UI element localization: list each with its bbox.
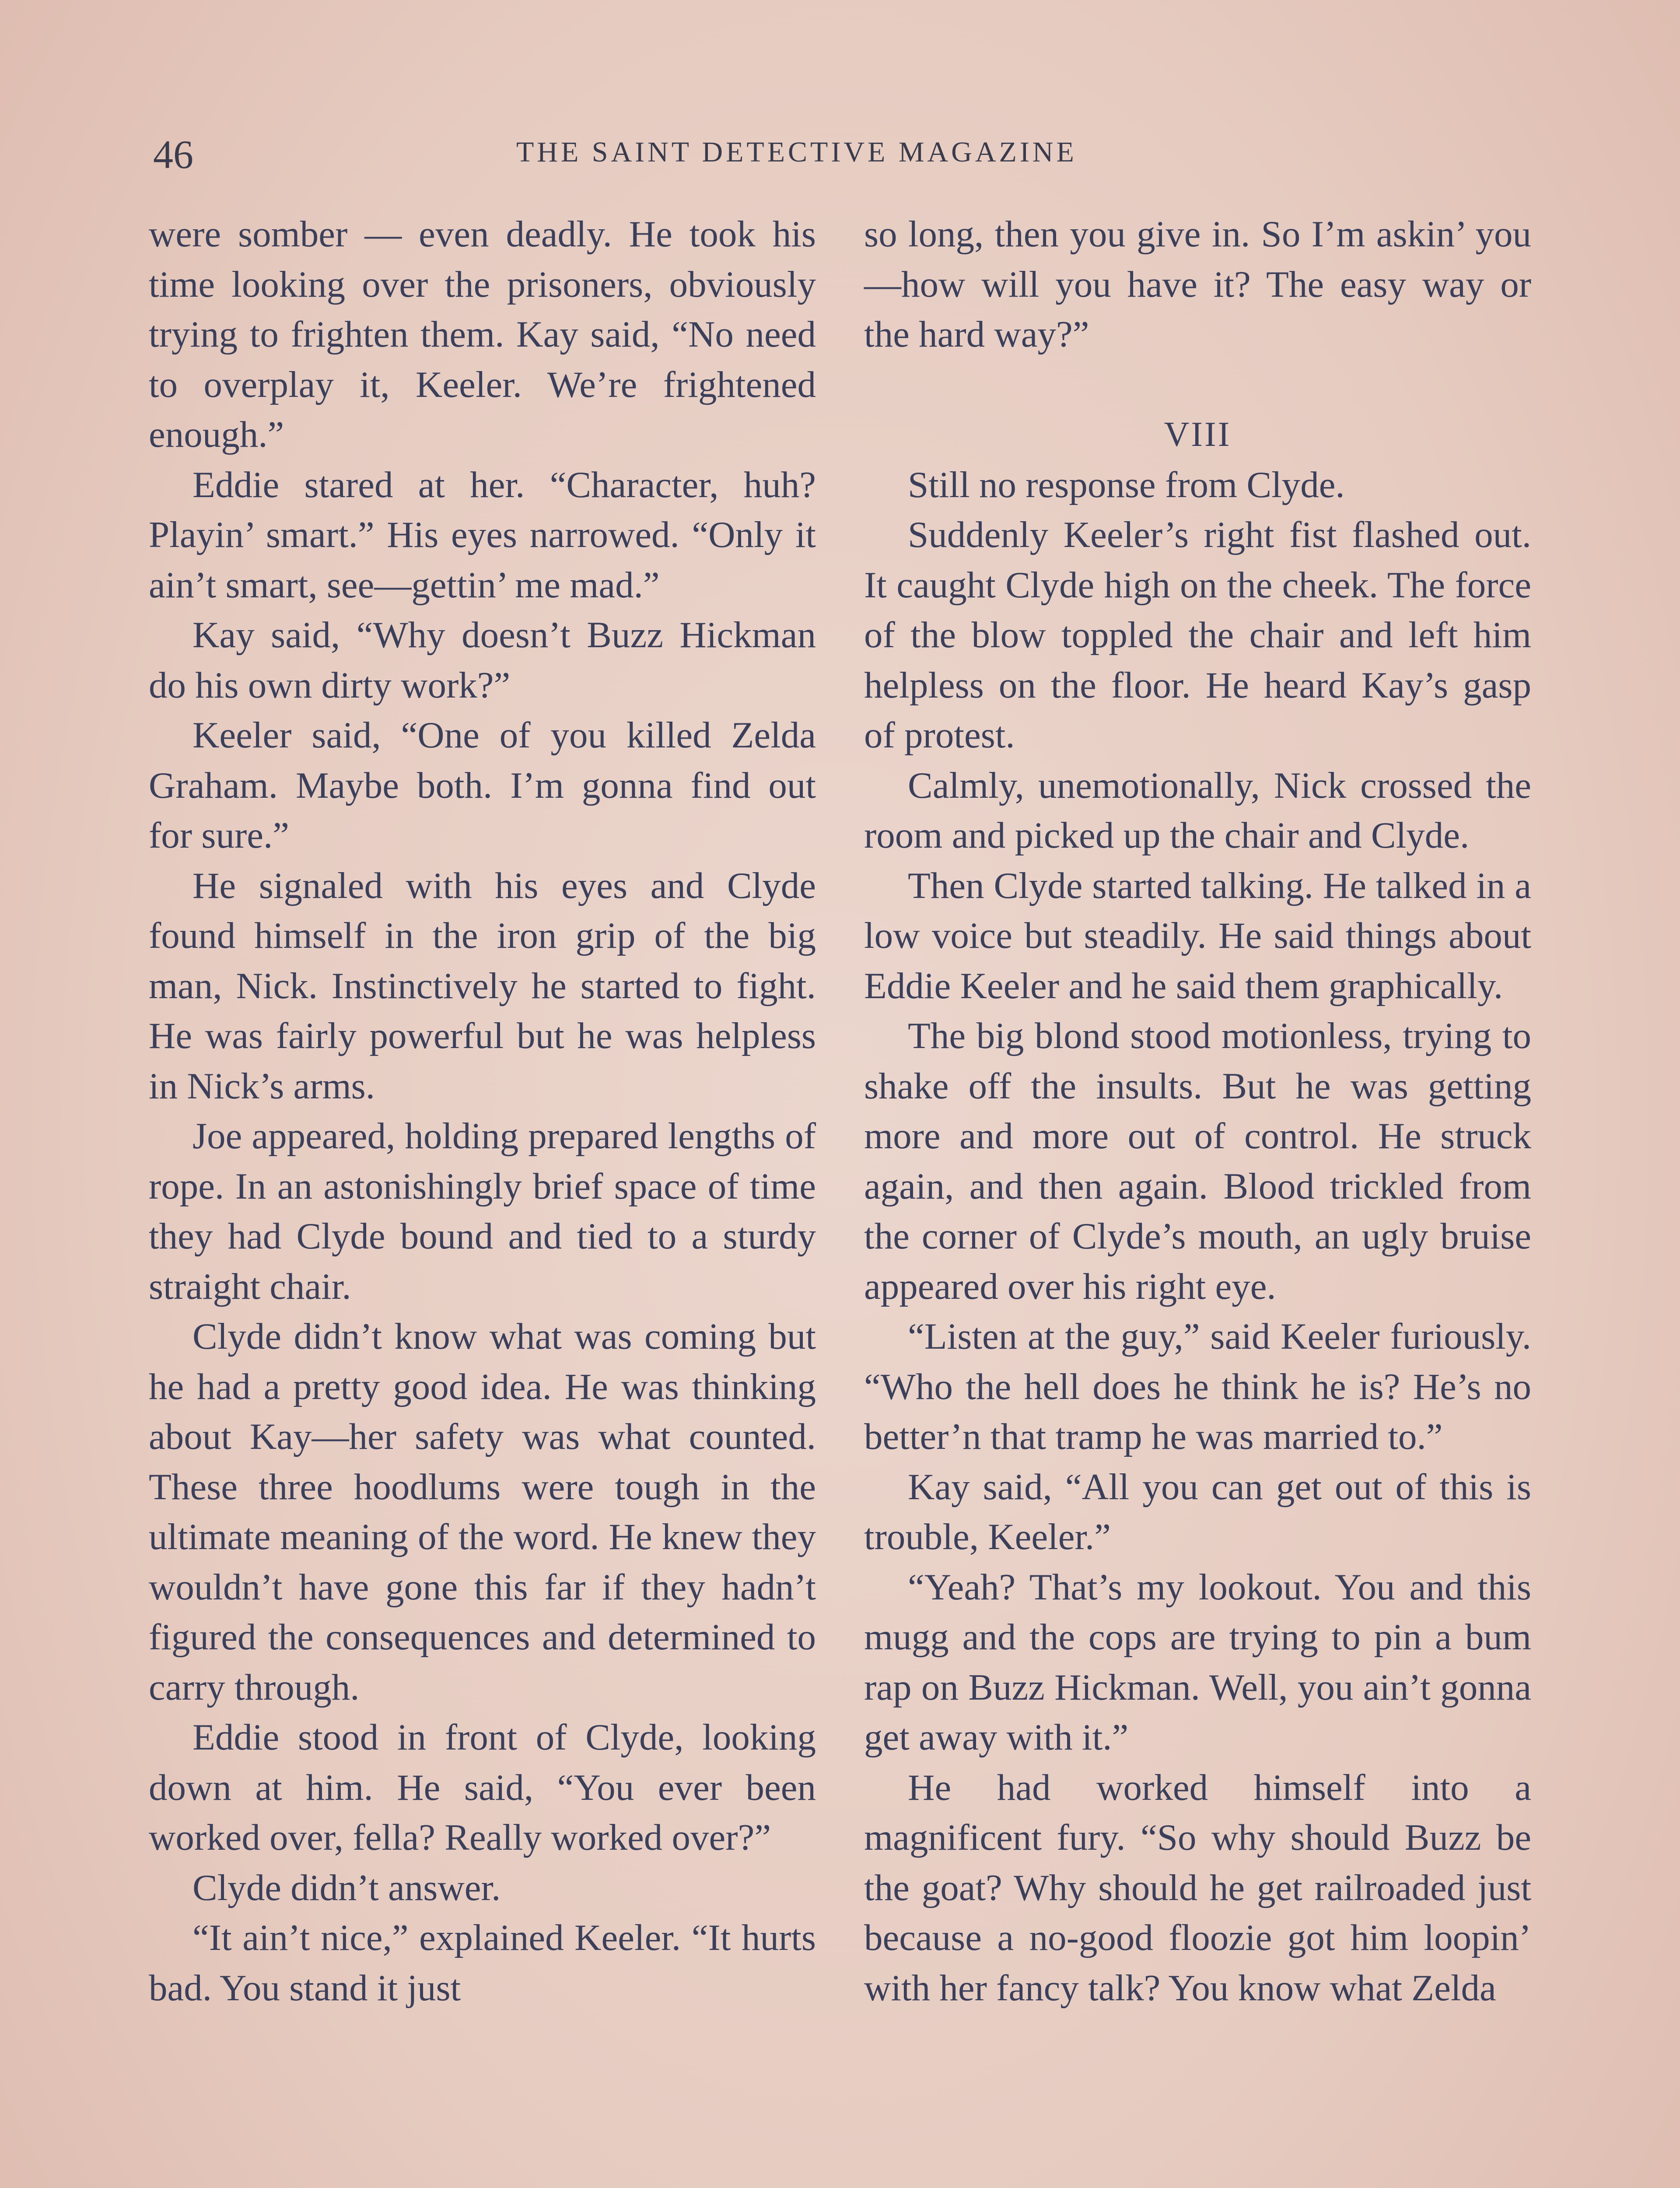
left-column [149, 209, 816, 2013]
paragraph: He had worked himself into a magnificent fury. “So why should Buzz be the goat? Why should he get railroaded just because a no-good floozie got him loopin’ with her fancy talk? You know what Zelda [864, 1767, 1531, 2009]
paragraph: were somber — even deadly. He took his time looking over the prisoners, obviously trying to frighten them. Kay said, “No need to overplay it, Keeler. We’re frightened enough.” [149, 214, 816, 455]
running-head: THE SAINT DETECTIVE MAGAZINE [516, 136, 1077, 168]
paragraph: “Listen at the guy,” said Keeler furiously. “Who the hell does he think he is? He’s no better’n that tramp he was married to.” [864, 1316, 1531, 1457]
paragraph: Eddie stood in front of Clyde, looking down at him. He said, “You ever been worked over, fella? Really worked over?” [149, 1717, 816, 1858]
paragraph: Calmly, unemotionally, Nick crossed the room and picked up the chair and Clyde. [864, 764, 1531, 856]
paragraph: Suddenly Keeler’s right fist flashed out. It caught Clyde high on the cheek. The force of the blow toppled the chair and left him helpless on the floor. He heard Kay’s gasp of protest. [864, 514, 1531, 756]
paragraph: Joe appeared, holding prepared lengths of rope. In an astonishingly brief space of time they had Clyde bound and tied to a sturdy straight chair. [149, 1115, 816, 1307]
paragraph: Keeler said, “One of you killed Zelda Graham. Maybe both. I’m gonna find out for sure.” [149, 715, 816, 856]
paragraph: so long, then you give in. So I’m askin’ you—how will you have it? The easy way or the hard way?” [864, 214, 1531, 355]
paragraph: Eddie stared at her. “Character, huh? Playin’ smart.” His eyes narrowed. “Only it ain’t smart, see—gettin’ me mad.” [149, 464, 816, 606]
paragraph: Clyde didn’t know what was coming but he had a pretty good idea. He was thinking about Kay—her safety was what counted. These three hoodlums were tough in the ultimate meaning of the word. He knew they wouldn’t have gone this far if they hadn’t figured the consequences and determined to carry through. [149, 1316, 816, 1708]
page-number: 46 [153, 132, 193, 177]
page-header [153, 131, 1536, 193]
chapter-heading: VIII [1164, 415, 1232, 454]
paragraph: Kay said, “All you can get out of this is trouble, Keeler.” [864, 1466, 1531, 1557]
paragraph: He signaled with his eyes and Clyde found himself in the iron grip of the big man, Nick. Instinctively he started to fight. He was fairly powerful but he was helpless in Nick’s arms. [149, 865, 816, 1107]
paragraph: “It ain’t nice,” explained Keeler. “It hurts bad. You stand it just [149, 1917, 816, 2009]
paragraph: Still no response from Clyde. [908, 464, 1345, 505]
right-column [864, 209, 1531, 2013]
paragraph: Clyde didn’t answer. [192, 1867, 501, 1908]
paragraph: Kay said, “Why doesn’t Buzz Hickman do his own dirty work?” [149, 614, 816, 706]
paragraph: Then Clyde started talking. He talked in a low voice but steadily. He said things about Eddie Keeler and he said them graphically. [864, 865, 1531, 1006]
paragraph: “Yeah? That’s my lookout. You and this mugg and the cops are trying to pin a bum rap on Buzz Hickman. Well, you ain’t gonna get away with it.” [864, 1566, 1531, 1758]
paragraph: The big blond stood motionless, trying to shake off the insults. But he was getting more and more out of control. He struck again, and then again. Blood trickled from the corner of Clyde’s mouth, an ugly bruise appeared over his right eye. [864, 1015, 1531, 1307]
